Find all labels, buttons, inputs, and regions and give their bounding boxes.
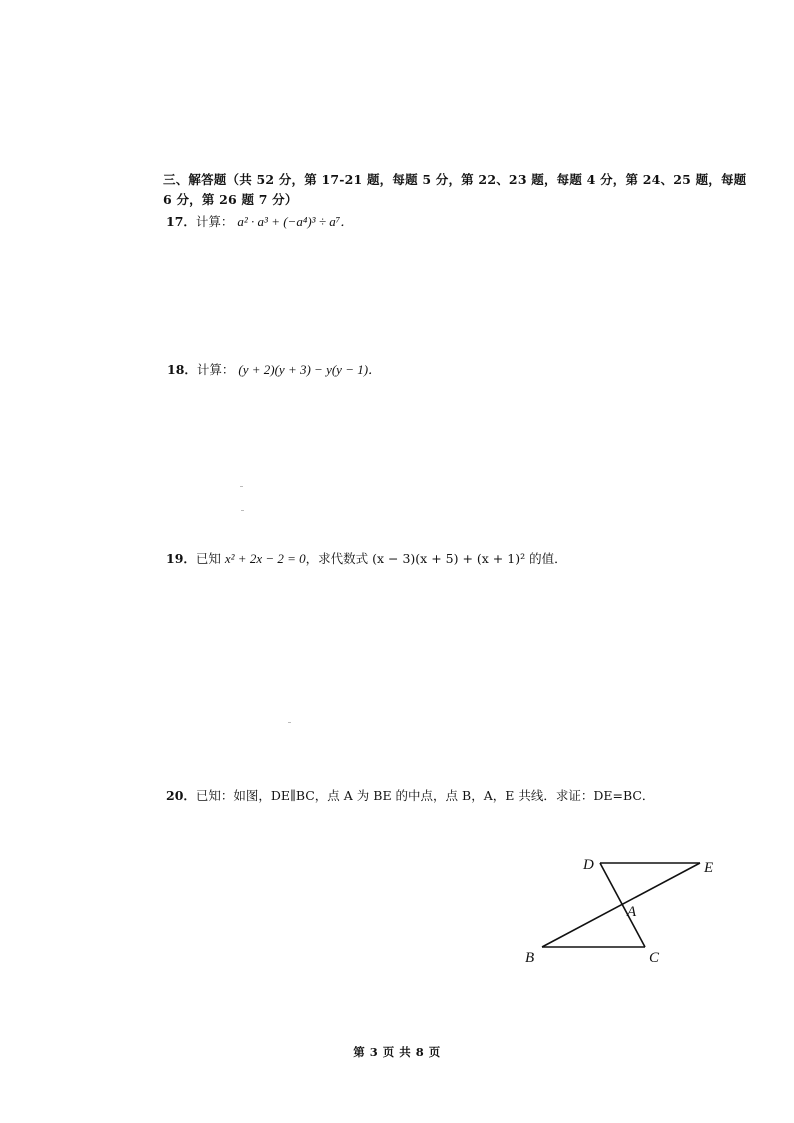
problem-formula: (y + 2)(y + 3) − y(y − 1)． [238, 362, 382, 377]
problem-prompt: 已知 [195, 551, 225, 566]
problem-rest: ，求代数式 (x − 3)(x + 5) + (x + 1)² 的值． [305, 551, 567, 566]
problem-formula: a² · a³ + (−a⁴)³ ÷ a⁷． [237, 214, 354, 229]
label-c: C [649, 950, 660, 966]
problem-number: 17． [166, 214, 196, 229]
problem-formula: x² + 2x − 2 = 0 [224, 551, 306, 566]
problem-19 [166, 550, 567, 568]
problem-number: 20． [166, 788, 196, 803]
scan-speck [240, 486, 243, 487]
problem-number: 19． [166, 551, 196, 566]
problem-20 [166, 787, 654, 805]
section-heading: 三、解答题（共 52 分，第 17-21 题，每题 5 分，第 22、23 题，每题 4 分，第 24、25 题，每题 6 分，第 26 题 7 分） [163, 172, 747, 207]
problem-prompt: 计算： [195, 214, 234, 229]
problem-prompt: 计算： [196, 362, 235, 377]
segment-be [542, 863, 700, 947]
geometry-svg [515, 845, 725, 975]
scan-speck [241, 510, 244, 511]
problem-prompt: 已知：如图，DE∥BC，点 A 为 BE 的中点，点 B，A，E 共线．求证：DE=BC． [195, 788, 655, 803]
problem-number: 18． [167, 362, 197, 377]
scan-speck [288, 722, 291, 723]
geometry-figure [515, 845, 725, 975]
label-b: B [525, 950, 535, 966]
label-e: E [704, 860, 714, 876]
problem-17 [166, 213, 353, 231]
page-footer: 第 3 页 共 8 页 [353, 1045, 441, 1059]
label-a: A [627, 904, 637, 920]
problem-18 [167, 361, 381, 379]
label-d: D [583, 857, 594, 873]
